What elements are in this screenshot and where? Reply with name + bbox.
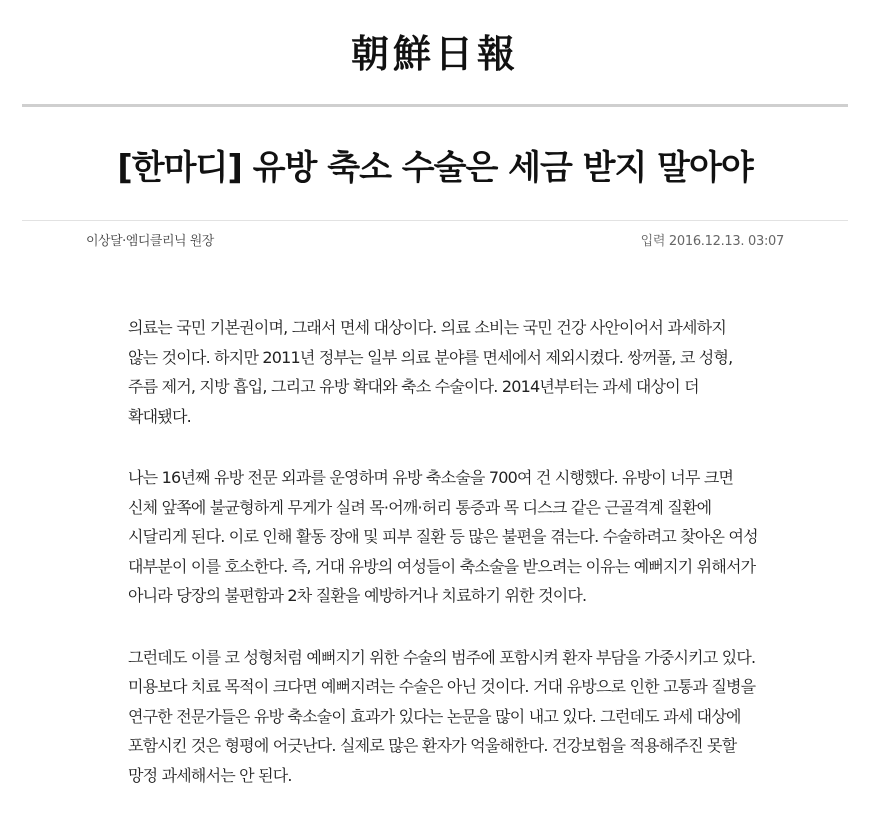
article-date: 입력 2016.12.13. 03:07	[640, 234, 784, 249]
article-paragraph: 의료는 국민 기본권이며, 그래서 면세 대상이다. 의료 소비는 국민 건강 사안이어서 과세하지 않는 것이다. 하지만 2011년 정부는 일부 의료 분야를 면세에서 제외시켰다. 쌍꺼풀, 코 성형, 주름 제거, 지방 흡입, 그리고 유방 확대와 축소 수술이다. 2014년부터는 과세 대상이 더 확대됐다.	[128, 318, 733, 426]
article-byline: 이상달·엠디클리닉 원장	[86, 234, 214, 249]
masthead-divider	[22, 104, 848, 107]
newspaper-masthead[interactable]: 朝鮮日報	[350, 31, 519, 76]
article-paragraph: 그런데도 이를 코 성형처럼 예뻐지기 위한 수술의 범주에 포함시켜 환자 부담을 가중시키고 있다. 미용보다 치료 목적이 크다면 예뻐지려는 수술은 아닌 것이다. 거대 유방으로 인한 고통과 질병을 연구한 전문가들은 유방 축소술이 효과가 있다는 논문을 많이 내고 있다. 그런데도 과세 대상에 포함시킨 것은 형평에 어긋난다. 실제로 많은 환자가 억울해한다. 건강보험을 적용해주진 못할 망정 과세해서는 안 된다.	[128, 647, 756, 785]
article-headline: [한마디] 유방 축소 수술은 세금 받지 말아야	[117, 148, 753, 188]
headline-divider	[22, 220, 848, 221]
article-paragraph: 나는 16년째 유방 전문 외과를 운영하며 유방 축소술을 700여 건 시행했다. 유방이 너무 크면 신체 앞쪽에 불균형하게 무게가 실려 목·어깨·허리 통증과 목 디스크 같은 근골격계 질환에 시달리게 된다. 이로 인해 활동 장애 및 피부 질환 등 많은 불편을 겪는다. 수술하려고 찾아온 여성 대부분이 이를 호소한다. 즉, 거대 유방의 여성들이 축소술을 받으려는 이유는 예뻐지기 위해서가 아니라 당장의 불편함과 2차 질환을 예방하거나 치료하기 위한 것이다.	[128, 468, 758, 605]
article-body	[128, 313, 758, 822]
